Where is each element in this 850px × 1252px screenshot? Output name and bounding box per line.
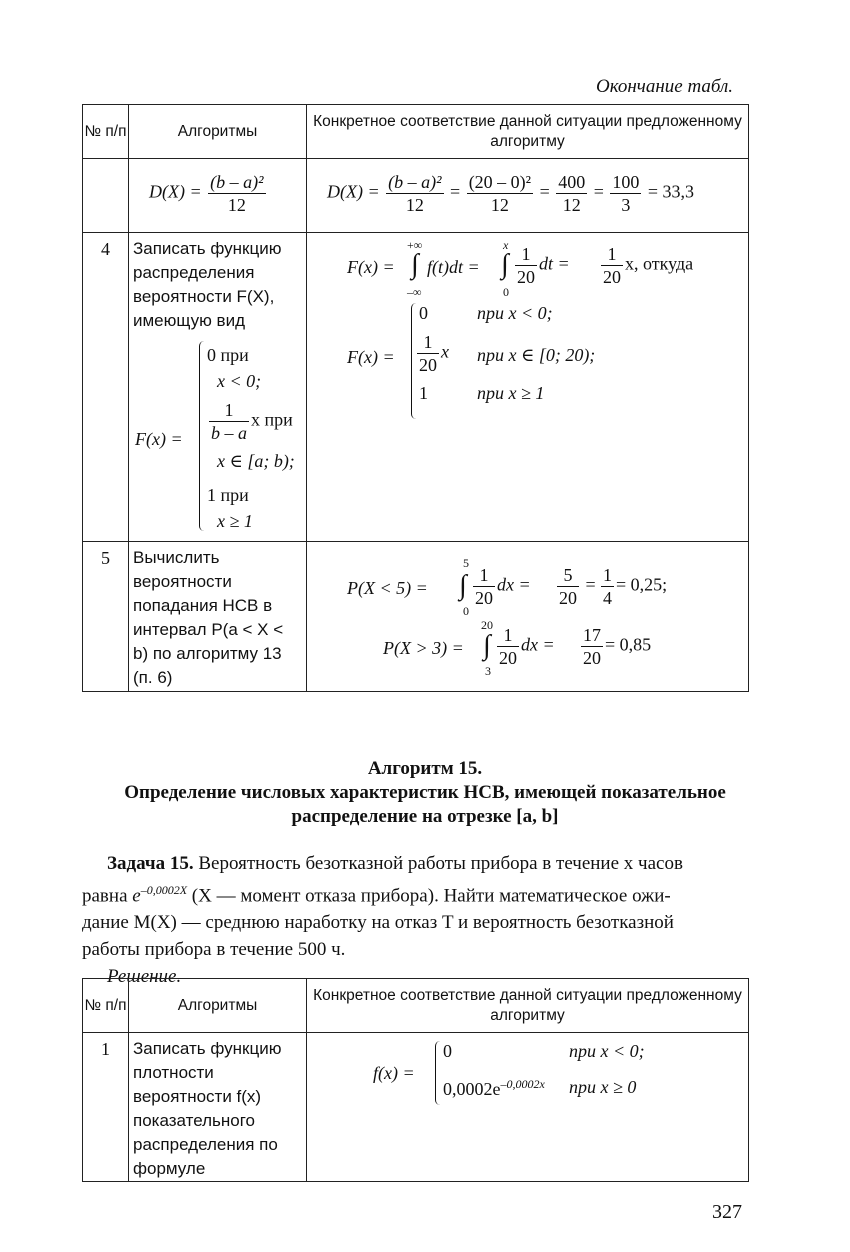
algorithm-table-continued [82, 104, 749, 692]
row-5-concrete [307, 542, 749, 692]
algorithm-subtitle-line1: Определение числовых характеристик НСВ, имеющей показательное [124, 782, 726, 803]
row-1-number: 1 [83, 1033, 129, 1182]
row-4-general-cdf: F(x) = 0 при x < 0; $\frac{1}{b - a}$ x при x ∈ [a; b); 1 при x ≥ 1 [133, 341, 302, 541]
row-5-number: 5 [83, 542, 129, 692]
task-label: Задача 15. [107, 853, 194, 874]
col-header-number: № п/п [83, 105, 129, 159]
running-header: Окончание табл. [596, 76, 734, 97]
variance-formula-general: D(X) = $\frac{\text{(b – a)²}}{12}$ [149, 172, 264, 215]
col-header-concrete: Конкретное соответствие данной ситуации предложенному алгоритму [307, 105, 749, 159]
task-lines: равна $e^{-0,0002X}$ (X — момент отказа прибора). Найти математическое ожи- дание M(X) — среднюю наработку на отказ T и вероятность безотказной работы прибора в течение 500 ч. Решение. [82, 877, 750, 990]
table-row-dx-number [83, 159, 129, 233]
row-5-probabilities: P(X < 5) = 5 ∫ 0 $\frac{1}{20}$ dx = $\frac{5}{20}$ = $\frac{1}{4}$ = 0,25; P(X > 3) = 20 ∫ 3 $\frac{1}{20}$ dx = $\frac{17}{20}$ = 0,85 [347, 556, 668, 678]
row-4-text: Записать функцию распределения вероятности F(X), имеющую вид [133, 239, 282, 330]
row-5-algorithm: Вычислить вероятности попадания НСВ в интервал P(a < X < b) по алгоритму 13 (п. 6) [129, 542, 307, 692]
variance-formula-concrete: D(X) = $\frac{\text{(b – a)²}}{12}$ = $\frac{\text{(20 – 0)²}}{12}$ = $\frac{400}{12}$ = $\frac{100}{3}$ = 33,3 [327, 172, 695, 215]
row-4-algorithm [129, 233, 307, 542]
page-number: 327 [712, 1201, 742, 1223]
algorithm-subtitle-line2: распределение на отрезке [a, b] [291, 806, 559, 827]
solution-label: Решение. [107, 966, 182, 988]
col-header-algorithms: Алгоритмы [129, 979, 307, 1033]
col-header-number: № п/п [83, 979, 129, 1033]
row-4-cdf-derivation: F(x) = +∞ ∫ –∞ f(t)dt = x ∫ 0 $\frac{1}{20}$ dt = $\frac{1}{20}$ x, откуда F(x) = 0 при x < 0; $\frac{1}{20}$ x при x ∈ [0; 20); 1 при x ≥ 1 [307, 233, 748, 533]
col-header-concrete: Конкретное соответствие данной ситуации предложенному алгоритму [307, 979, 749, 1033]
row-4-number: 4 [83, 233, 129, 542]
task-paragraph: Задача 15. Вероятность безотказной работы прибора в течение x часов [107, 853, 683, 874]
algorithm-15-table [82, 978, 749, 1182]
algorithm-title: Алгоритм 15. [367, 758, 483, 779]
col-header-algorithms: Алгоритмы [129, 105, 307, 159]
table-row-dx-algorithm [129, 159, 307, 233]
table-row-dx-concrete [307, 159, 749, 233]
row-1-concrete [307, 1033, 749, 1182]
row-4-concrete [307, 233, 749, 542]
exp-density-formula: f(x) = 0 при x < 0; $0,0002e^{-0,0002x}$ при x ≥ 0 [307, 1033, 748, 1173]
row-1-algorithm: Записать функцию плотности вероятности f(x) показательного распределения по формуле [129, 1033, 307, 1182]
